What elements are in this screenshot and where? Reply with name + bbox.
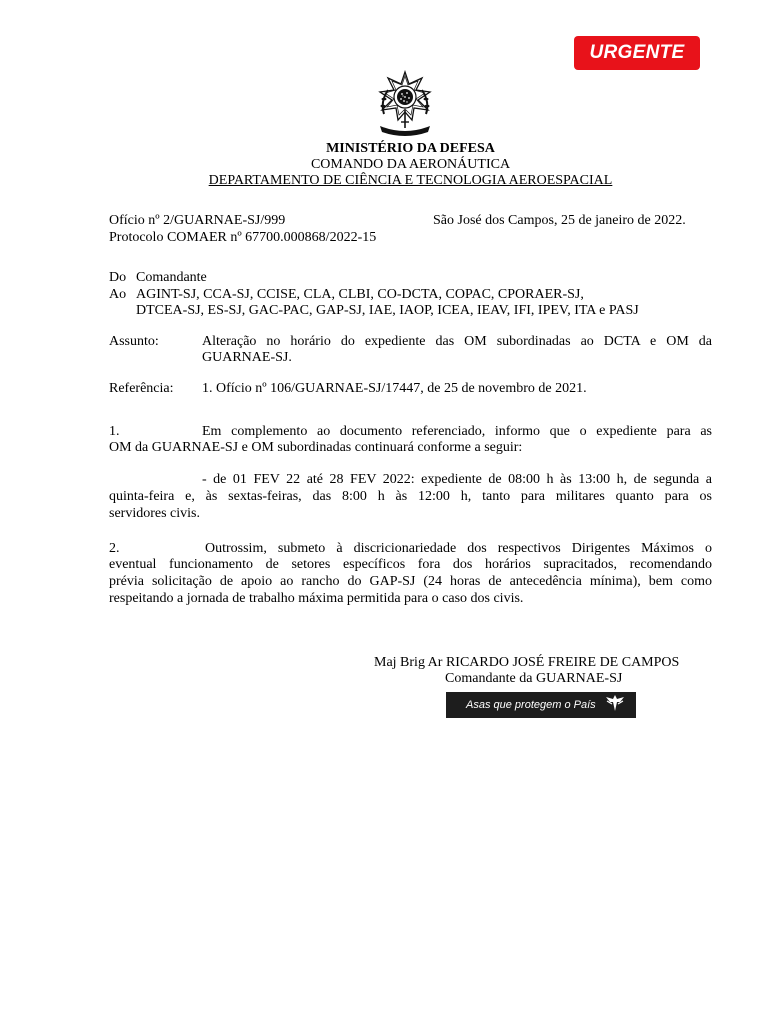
schedule-item-line3: servidores civis.	[109, 506, 200, 521]
subject-label: Assunto:	[109, 334, 159, 349]
slogan-text: Asas que protegem o País	[466, 699, 596, 711]
to-label: Ao	[109, 287, 127, 302]
paragraph-2-line3: prévia solicitação de apoio ao rancho do GAP-SJ (24 horas de antecedência mínima), bem como	[109, 574, 712, 589]
command-heading: COMANDO DA AERONÁUTICA	[310, 157, 511, 172]
to-recipients-line2: DTCEA-SJ, ES-SJ, GAC-PAC, GAP-SJ, IAE, IAOP, ICEA, IEAV, IFI, IPEV, ITA e PASJ	[136, 303, 639, 318]
paragraph-1-number: 1.	[109, 424, 120, 439]
reference-text: 1. Ofício nº 106/GUARNAE-SJ/17447, de 25 de novembro de 2021.	[202, 381, 587, 396]
from-value: Comandante	[136, 270, 207, 285]
protocolo-number: Protocolo COMAER nº 67700.000868/2022-15	[109, 230, 377, 245]
paragraph-2-number: 2.	[109, 541, 120, 556]
to-recipients-line1: AGINT-SJ, CCA-SJ, CCISE, CLA, CLBI, CO-DCTA, COPAC, CPORAER-SJ,	[136, 287, 584, 302]
schedule-item-line1: - de 01 FEV 22 até 28 FEV 2022: expediente de 08:00 h às 13:00 h, de segunda a	[202, 472, 712, 487]
ministry-heading: MINISTÉRIO DA DEFESA	[326, 141, 495, 156]
reference-label: Referência:	[109, 381, 174, 396]
department-heading: DEPARTAMENTO DE CIÊNCIA E TECNOLOGIA AEROESPACIAL	[208, 173, 613, 188]
signatory-name: Maj Brig Ar RICARDO JOSÉ FREIRE DE CAMPOS	[374, 655, 680, 670]
paragraph-2-line4: respeitando a jornada de trabalho máxima permitida para o caso dos civis.	[109, 591, 524, 606]
urgent-badge: URGENTE	[574, 36, 700, 70]
air-force-wings-icon	[604, 693, 626, 718]
place-date: São José dos Campos, 25 de janeiro de 2022.	[433, 213, 686, 228]
paragraph-1-line2: OM da GUARNAE-SJ e OM subordinadas continuará conforme a seguir:	[109, 440, 523, 455]
oficio-number: Ofício nº 2/GUARNAE-SJ/999	[109, 213, 286, 228]
from-label: Do	[109, 270, 127, 285]
paragraph-1-line1: Em complemento ao documento referenciado, informo que o expediente para as	[202, 424, 712, 439]
paragraph-2-line2: eventual funcionamento de setores específicos fora dos horários supracitados, recomendando	[109, 557, 712, 572]
subject-line1: Alteração no horário do expediente das OM subordinadas ao DCTA e OM da	[202, 334, 712, 349]
subject-line2: GUARNAE-SJ.	[202, 350, 292, 365]
signatory-title: Comandante da GUARNAE-SJ	[445, 671, 623, 686]
coat-of-arms-icon	[374, 70, 436, 136]
paragraph-2-line1: Outrossim, submeto à discricionariedade dos respectivos Dirigentes Máximos o	[205, 541, 712, 556]
slogan-badge	[446, 692, 636, 718]
schedule-item-line2: quinta-feira e, às sextas-feiras, das 8:00 h às 12:00 h, tanto para militares quanto para os	[109, 489, 712, 504]
